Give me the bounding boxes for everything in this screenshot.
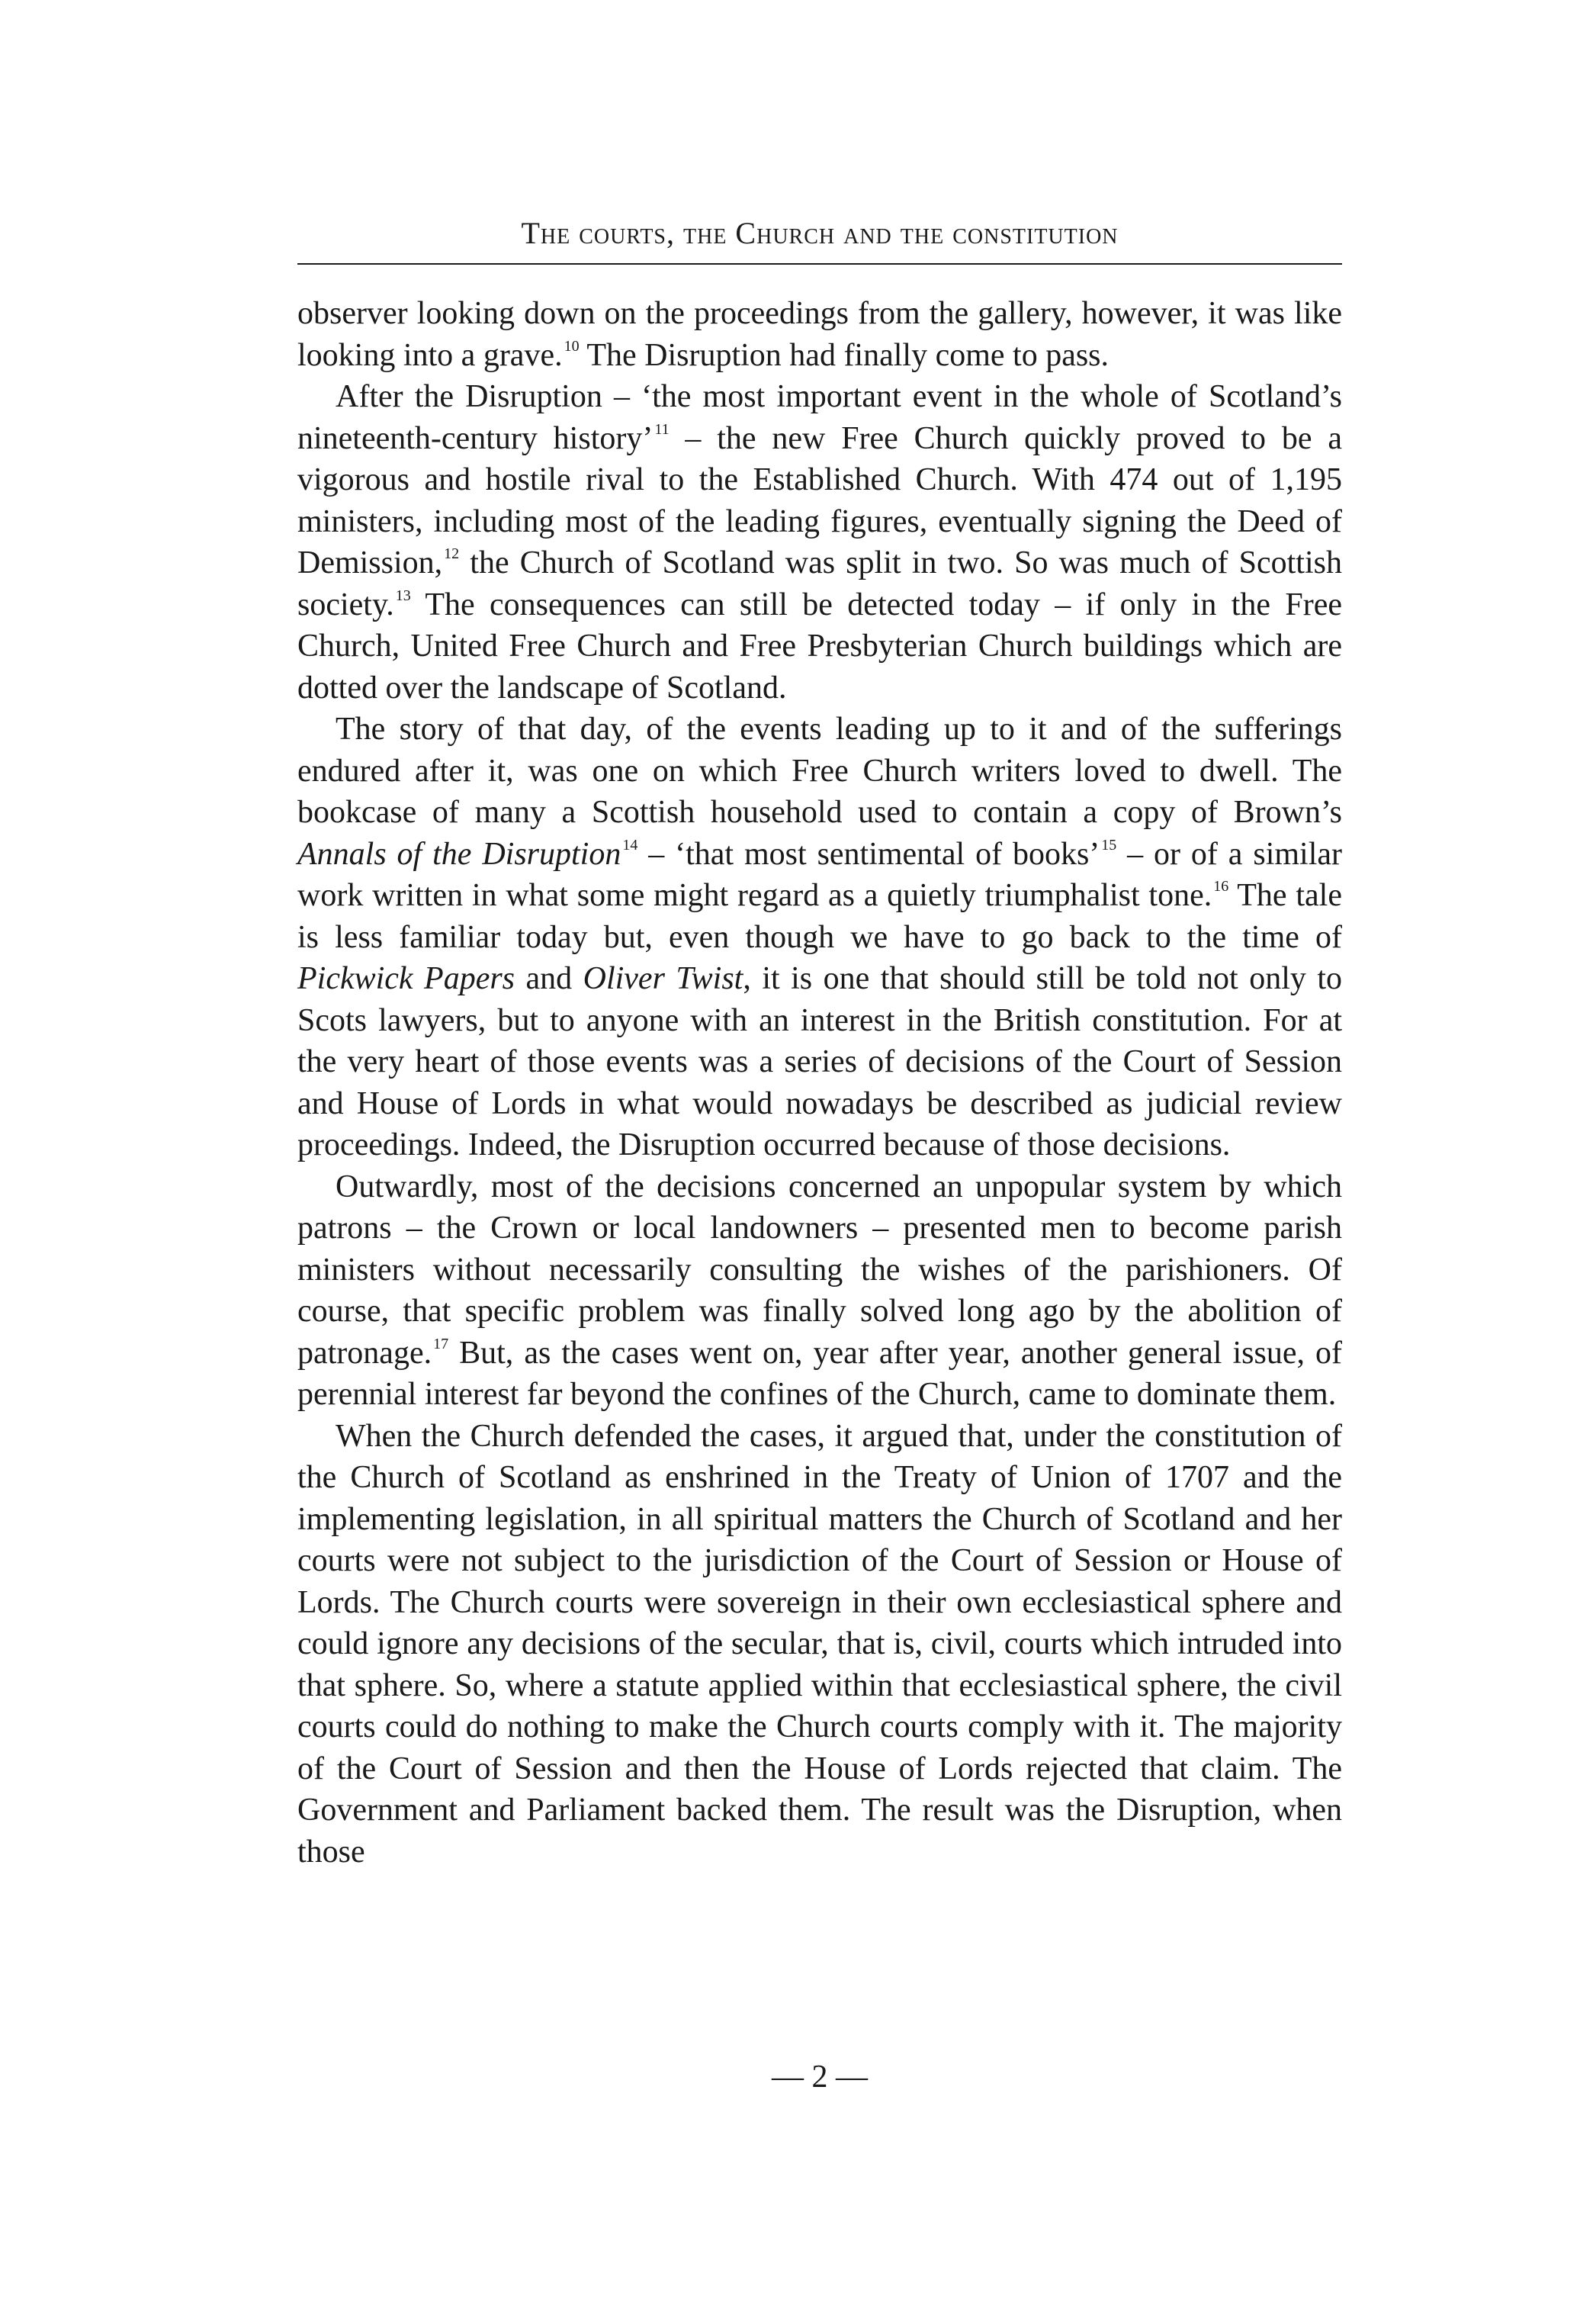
footnote-ref[interactable]: 15 [1101, 836, 1117, 854]
footnote-ref[interactable]: 12 [444, 545, 460, 562]
footnote-ref[interactable]: 13 [395, 587, 411, 604]
paragraph: The story of that day, of the events leading up to it and of the sufferings endured after it, was one on which Free Church writers loved to dwell. The bookcase of many a Scottish household used to contain a copy of Brown’s Annals of the Disruption $^{14}$ – ‘that most sentimental of books’ $^{15}$ – or of a similar work written in what some might regard as a quietly triumphalist tone. $^{16}$ The tale is less familiar today but, even though we have to go back to the time of Pickwick Papers and Oliver Twist, it is one that should still be told not only to Scots lawyers, but to anyone with an interest in the British constitution. For at the very heart of those events was a series of decisions of the Court of Session and House of Lords in what would nowadays be described as judicial review proceedings. Indeed, the Disruption occurred because of those decisions. [297, 712, 1343, 1162]
running-head: The courts, the Church and the constitution [521, 216, 1119, 250]
header-rule [297, 263, 1342, 265]
footnote-ref[interactable]: 10 [564, 337, 580, 355]
paragraph: After the Disruption – ‘the most important event in the whole of Scotland’s nineteenth-century history’ $^{11}$ – the new Free Church quickly proved to be a vigorous and hostile rival to the Established Church. With 474 out of 1,195 ministers, including most of the leading figures, eventually signing the Deed of Demission, $^{12}$ the Church of Scotland was split in two. So was much of Scottish society. $^{13}$ The consequences can still be detected today – if only in the Free Church, United Free Church and Free Presbyterian Church buildings which are dotted over the landscape of Scotland. [297, 379, 1342, 706]
paragraph: When the Church defended the cases, it argued that, under the constitution of the Church of Scotland as enshrined in the Treaty of Union of 1707 and the implementing legislation, in all spiritual matters the Church of Scotland and her courts were not subject to the jurisdiction of the Court of Session or House of Lords. The Church courts were sovereign in their own ecclesiastical sphere and could ignore any decisions of the secular, that is, civil, courts which intruded into that sphere. So, where a statute applied within that ecclesiastical sphere, the civil courts could do nothing to make the Church courts comply with it. The majority of the Court of Session and then the House of Lords rejected that claim. The Government and Parliament backed them. The result was the Disruption, when those [297, 1418, 1342, 1870]
book-title: Pickwick Papers [297, 961, 515, 996]
paragraph: observer looking down on the proceedings from the gallery, however, it was like looking into a grave. $^{10}$ The Disruption had finally come to pass. [297, 296, 1342, 373]
body-text [297, 293, 1342, 1873]
paragraph: Outwardly, most of the decisions concerned an unpopular system by which patrons – the Crown or local landowners – presented men to become parish ministers without necessarily consulting the wishes of the parishioners. Of course, that specific problem was finally solved long ago by the abolition of patronage. $^{17}$ But, as the cases went on, year after year, another general issue, of perennial interest far beyond the confines of the Church, came to dominate them. [297, 1169, 1342, 1412]
footnote-ref[interactable]: 17 [433, 1335, 449, 1352]
footnote-ref[interactable]: 11 [654, 420, 670, 438]
book-title: Oliver Twist [583, 961, 743, 996]
page-number: — 2 — [772, 2059, 868, 2095]
book-title: Annals of the Disruption [297, 836, 621, 872]
footnote-ref[interactable]: 16 [1213, 878, 1229, 895]
footnote-ref[interactable]: 14 [622, 836, 638, 854]
